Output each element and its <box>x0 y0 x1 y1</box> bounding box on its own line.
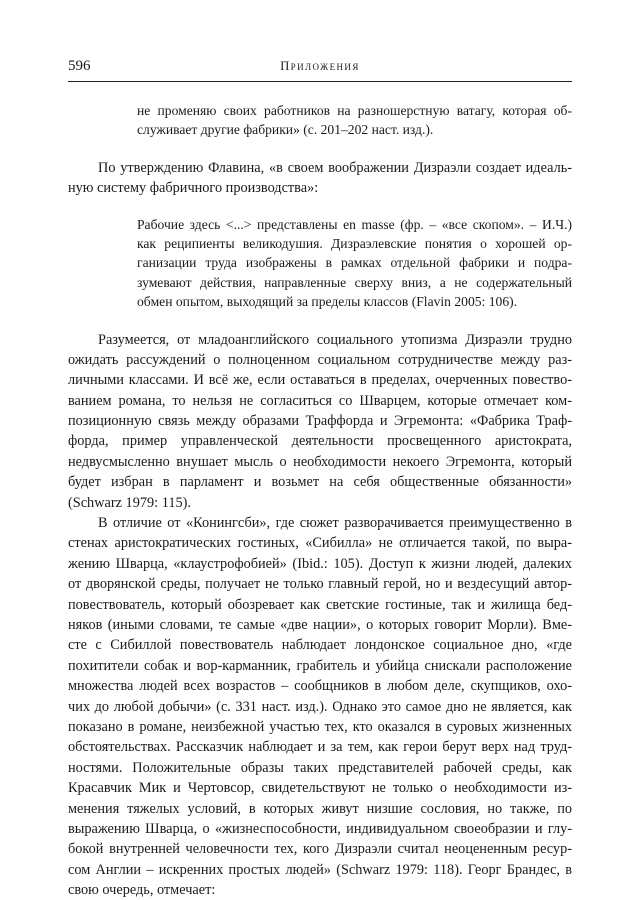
text-line: менения тяжелых условий, в которых живут низшие сословия, но также, по <box>68 800 572 817</box>
quote-line: ганизации труда изображены в рамках отдельной фабрики и подра- <box>137 255 572 271</box>
text-line: личными классами. И всё же, если оставаться в пределах, очерченных повество- <box>68 372 572 389</box>
text-line: выражению Шварца, о «жизнеспособности, индивидуальном своеобразии и глу- <box>68 820 572 837</box>
text-line: ванием романа, то нельзя не согласиться со Шварцем, которые отмечает ком- <box>68 392 572 409</box>
quote-line: зумевают действия, направленные сверху вниз, а не содержательный <box>137 274 572 290</box>
paragraph <box>68 330 572 514</box>
text-line: сте с Сибиллой повествователь наблюдает лондонское социальное дно, «где <box>68 637 572 654</box>
text-line: будет избран в парламент и возьмет на себя общественные обязанности» <box>68 474 572 491</box>
text-line: няков (иными словами, те самые «две нации», о которых говорит Морли). Вме- <box>68 616 572 633</box>
text-line: показано в романе, неизбежной участью тех, кто оказался в суровых жизненных <box>68 718 572 735</box>
text-line: множества людей всех возрастов – сообщников в любом деле, скупщиков, охо- <box>68 678 572 695</box>
text-line: Разумеется, от младоанглийского социального утопизма Дизраэли трудно <box>98 331 572 348</box>
quote-continuation <box>68 101 572 140</box>
text-line: ную систему фабричного производства»: <box>68 180 319 197</box>
text-line: (Schwarz 1979: 115). <box>68 494 191 511</box>
paragraph <box>68 158 572 199</box>
text-line: бокой внутренней человечности тех, кого Дизраэли считал неоцененным ресур- <box>68 841 572 858</box>
page-header <box>68 58 572 78</box>
block-quote <box>68 215 572 312</box>
text-line: сом Англии – искренних простых людей» (Schwarz 1979: 118). Георг Брандес, в <box>68 861 572 878</box>
text-line: Красавчик Мик и Чертовсор, свидетельствуют не только о необходимости из- <box>68 780 572 797</box>
text-line: обстоятельствах. Рассказчик наблюдает и за тем, как герои берут верх над труд- <box>68 739 572 756</box>
running-head: Приложения <box>280 59 360 73</box>
page-number: 596 <box>68 58 91 74</box>
text-line: похитители собак и вор-карманник, грабитель и убийца снискали расположение <box>68 657 572 674</box>
text-line: жению Шварца, «клаустрофобией» (Ibid.: 105). Доступ к жизни людей, далеких <box>68 555 572 572</box>
text-line: чих до любой добычи» (с. 331 наст. изд.). Однако это самое дно не является, как <box>68 698 572 715</box>
text-line: от дворянской среды, получает не только главный герой, но и вездесущий автор- <box>68 576 572 593</box>
header-rule <box>68 81 572 82</box>
quote-line: не променяю своих работников на разношерстную ватагу, которая об- <box>137 103 572 118</box>
text-line: повествователь, который обозревает как светские гостиные, так и жилища бед- <box>68 596 572 613</box>
text-line: ностями. Положительные образы таких представителей рабочей среды, как <box>68 759 572 776</box>
quote-line: служивает другие фабрики» (с. 201–202 наст. изд.). <box>137 122 434 138</box>
text-line: стенах аристократических гостиных, «Сибилла» не отличается такой, по выра- <box>68 535 572 552</box>
text-line: форда, пример управленческой деятельности просвещенного аристократа, <box>68 433 572 450</box>
quote-line: как реципиенты великодушия. Дизраэлевские понятия о хорошей ор- <box>137 235 572 251</box>
paragraph <box>68 513 572 900</box>
page-body <box>68 101 572 900</box>
quote-line: обмен опытом, выходящий за пределы классов (Flavin 2005: 106). <box>137 294 518 310</box>
text-line: недвусмысленно внушает мысль о необходимости некоего Эгремонта, который <box>68 453 572 470</box>
text-line: свою очередь, отмечает: <box>68 882 216 899</box>
text-line: ожидать рассуждений о полноценном социальном сотрудничестве между раз- <box>68 351 572 368</box>
quote-line: Рабочие здесь <...> представлены en masse (фр. – «все скопом». – И.Ч.) <box>137 216 572 232</box>
text-line: В отличие от «Конингсби», где сюжет разворачивается преимущественно в <box>98 515 572 532</box>
text-line: По утверждению Флавина, «в своем воображении Дизраэли создает идеаль- <box>98 159 572 176</box>
text-line: позиционную связь между образами Траффорда и Эгремонта: «Фабрика Траф- <box>68 413 572 430</box>
